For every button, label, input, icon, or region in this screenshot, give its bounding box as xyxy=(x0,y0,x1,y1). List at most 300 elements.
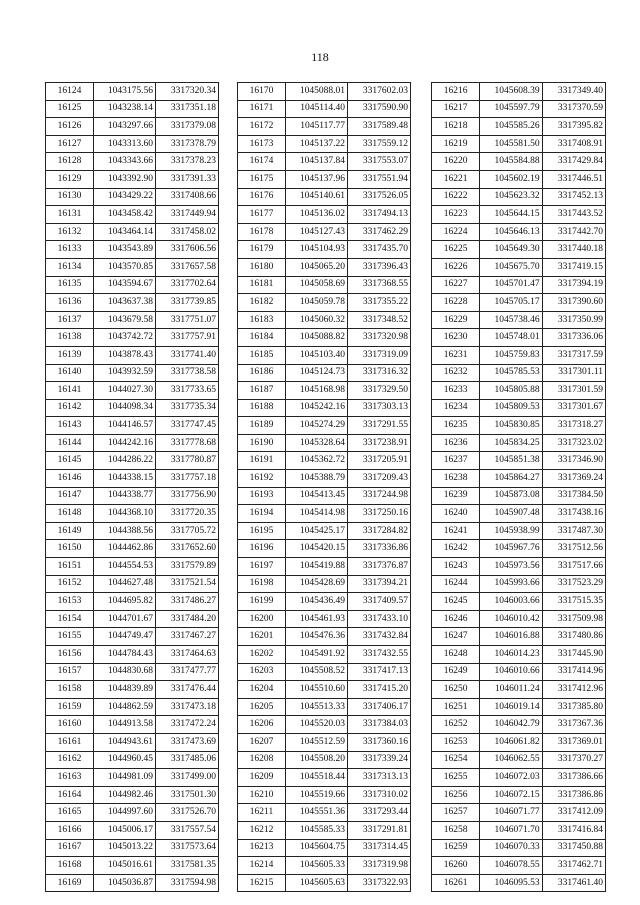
table-row xyxy=(238,470,411,488)
point-number-cell: 16163 xyxy=(46,769,94,787)
x-coordinate-cell: 1043742.72 xyxy=(94,329,156,347)
point-number-cell: 16133 xyxy=(46,241,94,259)
table-row xyxy=(46,786,219,804)
x-coordinate-cell: 1046070.33 xyxy=(480,839,542,857)
table-row xyxy=(46,522,219,540)
x-coordinate-cell: 1046078.55 xyxy=(480,857,542,875)
table-row xyxy=(238,258,411,276)
y-coordinate-cell: 3317464.63 xyxy=(156,646,219,664)
point-number-cell: 16188 xyxy=(238,399,286,417)
point-number-cell: 16155 xyxy=(46,628,94,646)
point-number-cell: 16239 xyxy=(432,487,480,505)
y-coordinate-cell: 3317594.98 xyxy=(156,874,219,892)
table-row xyxy=(432,364,606,382)
table-row xyxy=(46,470,219,488)
point-number-cell: 16246 xyxy=(432,610,480,628)
x-coordinate-cell: 1046071.70 xyxy=(480,821,542,839)
x-coordinate-cell: 1045013.22 xyxy=(94,839,156,857)
point-number-cell: 16250 xyxy=(432,681,480,699)
point-number-cell: 16187 xyxy=(238,382,286,400)
table-row xyxy=(46,223,219,241)
y-coordinate-cell: 3317512.56 xyxy=(542,540,605,558)
point-number-cell: 16132 xyxy=(46,223,94,241)
x-coordinate-cell: 1045388.79 xyxy=(286,470,348,488)
y-coordinate-cell: 3317394.21 xyxy=(348,575,411,593)
x-coordinate-cell: 1045124.73 xyxy=(286,364,348,382)
y-coordinate-cell: 3317291.81 xyxy=(348,821,411,839)
y-coordinate-cell: 3317589.48 xyxy=(348,118,411,136)
table-row xyxy=(238,399,411,417)
table-row xyxy=(46,241,219,259)
point-number-cell: 16152 xyxy=(46,575,94,593)
y-coordinate-cell: 3317384.03 xyxy=(348,716,411,734)
point-number-cell: 16165 xyxy=(46,804,94,822)
table-row xyxy=(46,118,219,136)
point-number-cell: 16251 xyxy=(432,698,480,716)
y-coordinate-cell: 3317415.20 xyxy=(348,681,411,699)
y-coordinate-cell: 3317445.90 xyxy=(542,646,605,664)
y-coordinate-cell: 3317467.27 xyxy=(156,628,219,646)
table-row xyxy=(238,839,411,857)
table-row xyxy=(46,874,219,892)
point-number-cell: 16170 xyxy=(238,83,286,101)
x-coordinate-cell: 1044027.30 xyxy=(94,382,156,400)
x-coordinate-cell: 1045274.29 xyxy=(286,417,348,435)
x-coordinate-cell: 1044462.86 xyxy=(94,540,156,558)
y-coordinate-cell: 3317741.40 xyxy=(156,346,219,364)
y-coordinate-cell: 3317461.40 xyxy=(542,874,605,892)
coordinate-table-3 xyxy=(431,82,606,892)
table-row xyxy=(432,821,606,839)
y-coordinate-cell: 3317590.90 xyxy=(348,100,411,118)
table-row xyxy=(432,646,606,664)
point-number-cell: 16154 xyxy=(46,610,94,628)
x-coordinate-cell: 1045608.39 xyxy=(480,83,542,101)
point-number-cell: 16175 xyxy=(238,170,286,188)
x-coordinate-cell: 1045584.88 xyxy=(480,153,542,171)
y-coordinate-cell: 3317446.51 xyxy=(542,170,605,188)
point-number-cell: 16146 xyxy=(46,470,94,488)
y-coordinate-cell: 3317458.02 xyxy=(156,223,219,241)
table-row xyxy=(238,452,411,470)
point-number-cell: 16174 xyxy=(238,153,286,171)
point-number-cell: 16223 xyxy=(432,206,480,224)
y-coordinate-cell: 3317526.70 xyxy=(156,804,219,822)
table-row xyxy=(432,505,606,523)
point-number-cell: 16242 xyxy=(432,540,480,558)
table-row xyxy=(432,153,606,171)
y-coordinate-cell: 3317386.86 xyxy=(542,786,605,804)
table-row xyxy=(238,716,411,734)
point-number-cell: 16181 xyxy=(238,276,286,294)
y-coordinate-cell: 3317738.58 xyxy=(156,364,219,382)
y-coordinate-cell: 3317747.45 xyxy=(156,417,219,435)
point-number-cell: 16171 xyxy=(238,100,286,118)
x-coordinate-cell: 1045140.61 xyxy=(286,188,348,206)
x-coordinate-cell: 1046014.23 xyxy=(480,646,542,664)
x-coordinate-cell: 1043570.85 xyxy=(94,258,156,276)
x-coordinate-cell: 1045127.43 xyxy=(286,223,348,241)
x-coordinate-cell: 1044913.58 xyxy=(94,716,156,734)
table-row xyxy=(432,223,606,241)
point-number-cell: 16241 xyxy=(432,522,480,540)
point-number-cell: 16203 xyxy=(238,663,286,681)
x-coordinate-cell: 1045117.77 xyxy=(286,118,348,136)
x-coordinate-cell: 1044627.48 xyxy=(94,575,156,593)
table-row xyxy=(46,681,219,699)
y-coordinate-cell: 3317476.44 xyxy=(156,681,219,699)
x-coordinate-cell: 1044960.45 xyxy=(94,751,156,769)
point-number-cell: 16142 xyxy=(46,399,94,417)
x-coordinate-cell: 1045491.92 xyxy=(286,646,348,664)
point-number-cell: 16158 xyxy=(46,681,94,699)
table-row xyxy=(46,452,219,470)
table-row xyxy=(238,241,411,259)
point-number-cell: 16213 xyxy=(238,839,286,857)
x-coordinate-cell: 1045513.33 xyxy=(286,698,348,716)
point-number-cell: 16260 xyxy=(432,857,480,875)
point-number-cell: 16156 xyxy=(46,646,94,664)
x-coordinate-cell: 1043392.90 xyxy=(94,170,156,188)
x-coordinate-cell: 1045551.36 xyxy=(286,804,348,822)
x-coordinate-cell: 1045362.72 xyxy=(286,452,348,470)
point-number-cell: 16215 xyxy=(238,874,286,892)
point-number-cell: 16205 xyxy=(238,698,286,716)
table-row xyxy=(432,698,606,716)
y-coordinate-cell: 3317406.17 xyxy=(348,698,411,716)
y-coordinate-cell: 3317757.18 xyxy=(156,470,219,488)
x-coordinate-cell: 1045419.88 xyxy=(286,558,348,576)
table-row xyxy=(432,83,606,101)
point-number-cell: 16201 xyxy=(238,628,286,646)
y-coordinate-cell: 3317209.43 xyxy=(348,470,411,488)
y-coordinate-cell: 3317581.35 xyxy=(156,857,219,875)
table-row xyxy=(238,575,411,593)
y-coordinate-cell: 3317515.35 xyxy=(542,593,605,611)
table-row xyxy=(432,329,606,347)
point-number-cell: 16166 xyxy=(46,821,94,839)
table-row xyxy=(238,188,411,206)
table-row xyxy=(238,540,411,558)
y-coordinate-cell: 3317320.98 xyxy=(348,329,411,347)
x-coordinate-cell: 1043543.89 xyxy=(94,241,156,259)
table-row xyxy=(46,399,219,417)
table-row xyxy=(238,100,411,118)
point-number-cell: 16128 xyxy=(46,153,94,171)
y-coordinate-cell: 3317329.50 xyxy=(348,382,411,400)
point-number-cell: 16248 xyxy=(432,646,480,664)
y-coordinate-cell: 3317435.70 xyxy=(348,241,411,259)
table-row xyxy=(46,100,219,118)
point-number-cell: 16200 xyxy=(238,610,286,628)
y-coordinate-cell: 3317557.54 xyxy=(156,821,219,839)
point-number-cell: 16204 xyxy=(238,681,286,699)
table-row xyxy=(432,786,606,804)
coordinate-table-1 xyxy=(45,82,219,892)
page-number: 118 xyxy=(311,50,329,64)
table-row xyxy=(238,646,411,664)
table-row xyxy=(432,540,606,558)
y-coordinate-cell: 3317553.07 xyxy=(348,153,411,171)
y-coordinate-cell: 3317735.34 xyxy=(156,399,219,417)
table-row xyxy=(238,153,411,171)
y-coordinate-cell: 3317757.91 xyxy=(156,329,219,347)
table-row xyxy=(46,276,219,294)
table-row xyxy=(46,417,219,435)
y-coordinate-cell: 3317395.82 xyxy=(542,118,605,136)
table-row xyxy=(46,311,219,329)
point-number-cell: 16226 xyxy=(432,258,480,276)
x-coordinate-cell: 1044098.34 xyxy=(94,399,156,417)
table-row xyxy=(46,839,219,857)
y-coordinate-cell: 3317391.33 xyxy=(156,170,219,188)
y-coordinate-cell: 3317301.11 xyxy=(542,364,605,382)
point-number-cell: 16141 xyxy=(46,382,94,400)
table-row xyxy=(46,751,219,769)
point-number-cell: 16247 xyxy=(432,628,480,646)
y-coordinate-cell: 3317551.94 xyxy=(348,170,411,188)
table-row xyxy=(238,170,411,188)
point-number-cell: 16172 xyxy=(238,118,286,136)
y-coordinate-cell: 3317367.36 xyxy=(542,716,605,734)
point-number-cell: 16144 xyxy=(46,434,94,452)
point-number-cell: 16234 xyxy=(432,399,480,417)
x-coordinate-cell: 1046003.66 xyxy=(480,593,542,611)
table-row xyxy=(46,698,219,716)
table-row xyxy=(432,716,606,734)
point-number-cell: 16253 xyxy=(432,733,480,751)
y-coordinate-cell: 3317370.59 xyxy=(542,100,605,118)
point-number-cell: 16184 xyxy=(238,329,286,347)
x-coordinate-cell: 1046019.14 xyxy=(480,698,542,716)
point-number-cell: 16179 xyxy=(238,241,286,259)
x-coordinate-cell: 1045644.15 xyxy=(480,206,542,224)
y-coordinate-cell: 3317705.72 xyxy=(156,522,219,540)
point-number-cell: 16199 xyxy=(238,593,286,611)
table-row xyxy=(46,206,219,224)
y-coordinate-cell: 3317756.90 xyxy=(156,487,219,505)
point-number-cell: 16164 xyxy=(46,786,94,804)
y-coordinate-cell: 3317385.80 xyxy=(542,698,605,716)
table-row xyxy=(432,470,606,488)
point-number-cell: 16185 xyxy=(238,346,286,364)
x-coordinate-cell: 1044242.16 xyxy=(94,434,156,452)
point-number-cell: 16233 xyxy=(432,382,480,400)
point-number-cell: 16126 xyxy=(46,118,94,136)
table-row xyxy=(238,417,411,435)
point-number-cell: 16191 xyxy=(238,452,286,470)
table-row xyxy=(46,716,219,734)
y-coordinate-cell: 3317485.06 xyxy=(156,751,219,769)
point-number-cell: 16125 xyxy=(46,100,94,118)
point-number-cell: 16255 xyxy=(432,769,480,787)
y-coordinate-cell: 3317450.88 xyxy=(542,839,605,857)
x-coordinate-cell: 1045830.85 xyxy=(480,417,542,435)
point-number-cell: 16219 xyxy=(432,135,480,153)
x-coordinate-cell: 1045785.53 xyxy=(480,364,542,382)
y-coordinate-cell: 3317652.60 xyxy=(156,540,219,558)
table-row xyxy=(238,434,411,452)
point-number-cell: 16256 xyxy=(432,786,480,804)
table-row xyxy=(432,593,606,611)
point-number-cell: 16238 xyxy=(432,470,480,488)
y-coordinate-cell: 3317509.98 xyxy=(542,610,605,628)
point-number-cell: 16216 xyxy=(432,83,480,101)
y-coordinate-cell: 3317438.16 xyxy=(542,505,605,523)
point-number-cell: 16189 xyxy=(238,417,286,435)
table-row xyxy=(432,452,606,470)
x-coordinate-cell: 1045809.53 xyxy=(480,399,542,417)
table-row xyxy=(238,698,411,716)
point-number-cell: 16212 xyxy=(238,821,286,839)
x-coordinate-cell: 1045137.22 xyxy=(286,135,348,153)
table-row xyxy=(46,593,219,611)
x-coordinate-cell: 1045413.45 xyxy=(286,487,348,505)
y-coordinate-cell: 3317473.69 xyxy=(156,733,219,751)
x-coordinate-cell: 1045581.50 xyxy=(480,135,542,153)
y-coordinate-cell: 3317313.13 xyxy=(348,769,411,787)
point-number-cell: 16138 xyxy=(46,329,94,347)
x-coordinate-cell: 1046010.66 xyxy=(480,663,542,681)
x-coordinate-cell: 1045242.16 xyxy=(286,399,348,417)
x-coordinate-cell: 1043313.60 xyxy=(94,135,156,153)
table-row xyxy=(432,522,606,540)
x-coordinate-cell: 1044784.43 xyxy=(94,646,156,664)
table-row xyxy=(432,628,606,646)
y-coordinate-cell: 3317417.13 xyxy=(348,663,411,681)
table-row xyxy=(46,821,219,839)
x-coordinate-cell: 1044862.59 xyxy=(94,698,156,716)
table-row xyxy=(238,628,411,646)
x-coordinate-cell: 1045675.70 xyxy=(480,258,542,276)
y-coordinate-cell: 3317414.96 xyxy=(542,663,605,681)
coordinate-table-2 xyxy=(237,82,411,892)
point-number-cell: 16228 xyxy=(432,294,480,312)
y-coordinate-cell: 3317370.27 xyxy=(542,751,605,769)
y-coordinate-cell: 3317487.30 xyxy=(542,522,605,540)
point-number-cell: 16159 xyxy=(46,698,94,716)
point-number-cell: 16208 xyxy=(238,751,286,769)
table-row xyxy=(238,769,411,787)
y-coordinate-cell: 3317303.13 xyxy=(348,399,411,417)
x-coordinate-cell: 1045065.20 xyxy=(286,258,348,276)
table-row xyxy=(46,628,219,646)
y-coordinate-cell: 3317432.55 xyxy=(348,646,411,664)
y-coordinate-cell: 3317355.22 xyxy=(348,294,411,312)
y-coordinate-cell: 3317349.40 xyxy=(542,83,605,101)
x-coordinate-cell: 1045938.99 xyxy=(480,522,542,540)
table-row xyxy=(46,188,219,206)
y-coordinate-cell: 3317720.35 xyxy=(156,505,219,523)
coordinate-tables xyxy=(0,82,640,888)
point-number-cell: 16221 xyxy=(432,170,480,188)
table-row xyxy=(238,804,411,822)
x-coordinate-cell: 1045604.75 xyxy=(286,839,348,857)
x-coordinate-cell: 1045585.26 xyxy=(480,118,542,136)
table-row xyxy=(238,505,411,523)
x-coordinate-cell: 1045508.20 xyxy=(286,751,348,769)
x-coordinate-cell: 1045834.25 xyxy=(480,434,542,452)
point-number-cell: 16249 xyxy=(432,663,480,681)
point-number-cell: 16190 xyxy=(238,434,286,452)
table-row xyxy=(238,346,411,364)
table-row xyxy=(46,663,219,681)
table-row xyxy=(46,382,219,400)
table-row xyxy=(238,364,411,382)
y-coordinate-cell: 3317318.27 xyxy=(542,417,605,435)
x-coordinate-cell: 1045006.17 xyxy=(94,821,156,839)
y-coordinate-cell: 3317319.98 xyxy=(348,857,411,875)
y-coordinate-cell: 3317412.09 xyxy=(542,804,605,822)
y-coordinate-cell: 3317472.24 xyxy=(156,716,219,734)
y-coordinate-cell: 3317396.43 xyxy=(348,258,411,276)
y-coordinate-cell: 3317336.86 xyxy=(348,540,411,558)
y-coordinate-cell: 3317316.32 xyxy=(348,364,411,382)
x-coordinate-cell: 1045420.15 xyxy=(286,540,348,558)
table-row xyxy=(432,733,606,751)
point-number-cell: 16257 xyxy=(432,804,480,822)
y-coordinate-cell: 3317443.52 xyxy=(542,206,605,224)
point-number-cell: 16182 xyxy=(238,294,286,312)
point-number-cell: 16140 xyxy=(46,364,94,382)
table-row xyxy=(238,135,411,153)
x-coordinate-cell: 1045851.38 xyxy=(480,452,542,470)
y-coordinate-cell: 3317477.77 xyxy=(156,663,219,681)
x-coordinate-cell: 1045510.60 xyxy=(286,681,348,699)
table-row xyxy=(432,417,606,435)
point-number-cell: 16130 xyxy=(46,188,94,206)
point-number-cell: 16183 xyxy=(238,311,286,329)
y-coordinate-cell: 3317602.03 xyxy=(348,83,411,101)
table-row xyxy=(238,857,411,875)
x-coordinate-cell: 1045973.56 xyxy=(480,558,542,576)
y-coordinate-cell: 3317449.94 xyxy=(156,206,219,224)
y-coordinate-cell: 3317416.84 xyxy=(542,821,605,839)
point-number-cell: 16167 xyxy=(46,839,94,857)
table-row xyxy=(432,663,606,681)
point-number-cell: 16258 xyxy=(432,821,480,839)
y-coordinate-cell: 3317442.70 xyxy=(542,223,605,241)
table-row xyxy=(238,487,411,505)
table-row xyxy=(432,751,606,769)
x-coordinate-cell: 1045585.33 xyxy=(286,821,348,839)
x-coordinate-cell: 1045623.32 xyxy=(480,188,542,206)
table-row xyxy=(432,487,606,505)
table-row xyxy=(432,170,606,188)
table-row xyxy=(238,593,411,611)
table-row xyxy=(432,118,606,136)
y-coordinate-cell: 3317390.60 xyxy=(542,294,605,312)
point-number-cell: 16240 xyxy=(432,505,480,523)
x-coordinate-cell: 1045425.17 xyxy=(286,522,348,540)
y-coordinate-cell: 3317369.01 xyxy=(542,733,605,751)
table-row xyxy=(46,487,219,505)
y-coordinate-cell: 3317606.56 xyxy=(156,241,219,259)
x-coordinate-cell: 1044338.77 xyxy=(94,487,156,505)
x-coordinate-cell: 1044695.82 xyxy=(94,593,156,611)
table-row xyxy=(46,558,219,576)
x-coordinate-cell: 1043679.58 xyxy=(94,311,156,329)
x-coordinate-cell: 1043932.59 xyxy=(94,364,156,382)
table-row xyxy=(238,329,411,347)
y-coordinate-cell: 3317526.05 xyxy=(348,188,411,206)
table-row xyxy=(238,522,411,540)
table-row xyxy=(46,646,219,664)
table-row xyxy=(46,135,219,153)
y-coordinate-cell: 3317429.84 xyxy=(542,153,605,171)
point-number-cell: 16139 xyxy=(46,346,94,364)
x-coordinate-cell: 1045104.93 xyxy=(286,241,348,259)
